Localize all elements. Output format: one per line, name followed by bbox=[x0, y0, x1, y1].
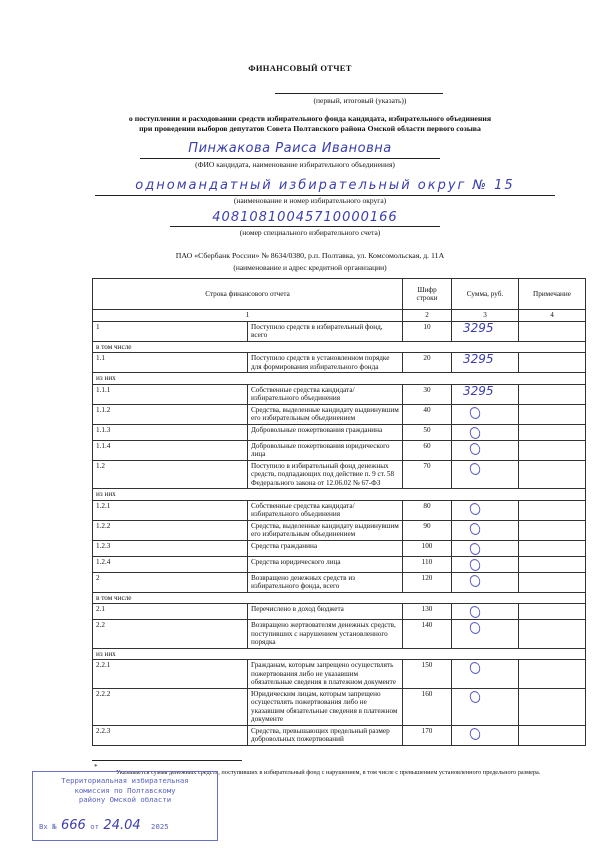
handwritten-sum: 3295 bbox=[463, 352, 494, 366]
footnote-divider bbox=[92, 760, 242, 761]
candidate-line bbox=[140, 158, 440, 159]
row-note bbox=[519, 660, 586, 689]
handwritten-zero bbox=[468, 441, 482, 456]
row-number: 1.2.1 bbox=[93, 500, 248, 520]
row-note bbox=[519, 500, 586, 520]
col-number-3: 3 bbox=[452, 310, 519, 322]
row-number: 1.2.4 bbox=[93, 556, 248, 572]
table-row bbox=[93, 500, 586, 520]
row-sum bbox=[452, 604, 519, 620]
candidate-caption: (ФИО кандидата, наименование избирательного объединения) bbox=[195, 160, 395, 169]
header-row-label: Строка финансового отчета bbox=[93, 279, 403, 310]
row-number: 1 bbox=[93, 321, 248, 341]
table-row bbox=[93, 660, 586, 689]
row-number: 1.1.3 bbox=[93, 424, 248, 440]
handwritten-zero bbox=[468, 605, 482, 620]
stamp-number-label: Вх № bbox=[39, 821, 57, 831]
row-label: Собственные средства кандидата/ избирательного объединения bbox=[248, 500, 403, 520]
row-label: Собственные средства кандидата/ избирательного объединения bbox=[248, 384, 403, 404]
bank-caption: (наименование и адрес кредитной организации) bbox=[233, 263, 387, 272]
handwritten-zero bbox=[468, 425, 482, 440]
row-note bbox=[519, 321, 586, 341]
row-label: Гражданам, которым запрещено осуществлять пожертвования либо не указавшим обязательные сведения в платежном документе bbox=[248, 660, 403, 689]
account-caption: (номер специального избирательного счета) bbox=[239, 228, 381, 237]
row-code: 100 bbox=[403, 540, 452, 556]
stamp-line-1: Территориальная избирательная bbox=[61, 776, 189, 785]
section-label: в том числе bbox=[93, 341, 586, 353]
row-number: 2.1 bbox=[93, 604, 248, 620]
table-row bbox=[93, 460, 586, 489]
header-sum: Сумма, руб. bbox=[452, 279, 519, 310]
row-label: Возвращено жертвователям денежных средств, поступивших с нарушением установленного порядка bbox=[248, 620, 403, 649]
footnote-mark: * bbox=[94, 763, 98, 771]
district-name: одномандатный избирательный округ № 15 bbox=[135, 178, 515, 193]
row-note bbox=[519, 604, 586, 620]
table-row bbox=[93, 424, 586, 440]
table-row bbox=[93, 725, 586, 745]
row-sum bbox=[452, 384, 519, 404]
row-sum bbox=[452, 725, 519, 745]
stamp-year: 2025 bbox=[151, 821, 169, 831]
row-code: 130 bbox=[403, 604, 452, 620]
row-note bbox=[519, 556, 586, 572]
row-sum bbox=[452, 500, 519, 520]
handwritten-zero bbox=[468, 689, 482, 704]
row-sum bbox=[452, 520, 519, 540]
section-label: из них bbox=[93, 489, 586, 501]
row-code: 160 bbox=[403, 688, 452, 725]
column-number-row bbox=[93, 310, 586, 322]
subtitle-line-1: о поступлении и расходовании средств избирательного фонда кандидата, избирательного объединения bbox=[128, 114, 492, 123]
row-code: 20 bbox=[403, 353, 452, 373]
row-sum bbox=[452, 460, 519, 489]
handwritten-zero bbox=[468, 573, 482, 588]
stamp-date: 24.04 bbox=[103, 817, 141, 833]
row-note bbox=[519, 460, 586, 489]
account-number: 40810810045710000166 bbox=[212, 210, 398, 225]
table-row bbox=[93, 404, 586, 424]
row-number: 1.1 bbox=[93, 353, 248, 373]
row-number: 2 bbox=[93, 572, 248, 592]
section-row bbox=[93, 373, 586, 385]
row-code: 110 bbox=[403, 556, 452, 572]
report-type-caption: (первый, итоговый (указать)) bbox=[313, 96, 407, 105]
row-sum bbox=[452, 540, 519, 556]
row-number: 1.2 bbox=[93, 460, 248, 489]
table-row bbox=[93, 572, 586, 592]
row-number: 1.1.2 bbox=[93, 404, 248, 424]
candidate-name: Пинжакова Раиса Ивановна bbox=[188, 141, 392, 156]
row-sum bbox=[452, 620, 519, 649]
registration-stamp bbox=[32, 771, 218, 841]
row-sum bbox=[452, 660, 519, 689]
row-sum bbox=[452, 572, 519, 592]
district-caption: (наименование и номер избирательного округа) bbox=[233, 196, 387, 205]
col-number-4: 4 bbox=[519, 310, 586, 322]
account-line bbox=[170, 226, 440, 227]
row-note bbox=[519, 540, 586, 556]
row-code: 170 bbox=[403, 725, 452, 745]
row-label: Средства юридического лица bbox=[248, 556, 403, 572]
row-label: Средства, превышающих предельный размер добровольных пожертвований bbox=[248, 725, 403, 745]
section-label: из них bbox=[93, 373, 586, 385]
row-note bbox=[519, 404, 586, 424]
row-number: 1.2.2 bbox=[93, 520, 248, 540]
section-label: в том числе bbox=[93, 592, 586, 604]
row-sum bbox=[452, 353, 519, 373]
row-label: Средства, выделенные кандидату выдвинувшим его избирательным объединением bbox=[248, 520, 403, 540]
row-note bbox=[519, 725, 586, 745]
table-row bbox=[93, 604, 586, 620]
row-number: 1.1.1 bbox=[93, 384, 248, 404]
section-row bbox=[93, 648, 586, 660]
row-number: 2.2.1 bbox=[93, 660, 248, 689]
financial-report-table bbox=[92, 278, 586, 746]
row-code: 40 bbox=[403, 404, 452, 424]
header-note: Примечание bbox=[519, 279, 586, 310]
table-row bbox=[93, 440, 586, 460]
row-sum bbox=[452, 688, 519, 725]
row-label: Добровольные пожертвования гражданина bbox=[248, 424, 403, 440]
row-note bbox=[519, 424, 586, 440]
section-row bbox=[93, 489, 586, 501]
report-type-line bbox=[275, 93, 443, 94]
row-note bbox=[519, 620, 586, 649]
handwritten-sum: 3295 bbox=[463, 320, 494, 335]
row-note bbox=[519, 688, 586, 725]
row-sum bbox=[452, 321, 519, 341]
handwritten-zero bbox=[468, 521, 482, 536]
row-code: 150 bbox=[403, 660, 452, 689]
table-row bbox=[93, 353, 586, 373]
row-sum bbox=[452, 424, 519, 440]
row-code: 30 bbox=[403, 384, 452, 404]
table-row bbox=[93, 384, 586, 404]
handwritten-zero bbox=[468, 557, 482, 572]
row-label: Поступило средств в установленном порядке для формирования избирательного фонда bbox=[248, 353, 403, 373]
row-label: Возвращено денежных средств из избирательного фонда, всего bbox=[248, 572, 403, 592]
table-row bbox=[93, 688, 586, 725]
col-number-2: 2 bbox=[403, 310, 452, 322]
row-label: Юридическим лицам, которым запрещено осуществлять пожертвования либо не указавшим обязательные сведения в платежном документе bbox=[248, 688, 403, 725]
stamp-number-line bbox=[33, 817, 217, 833]
row-code: 60 bbox=[403, 440, 452, 460]
stamp-line-2: комиссия по Полтавскому bbox=[74, 785, 176, 795]
col-number-1: 1 bbox=[93, 310, 403, 322]
row-sum bbox=[452, 404, 519, 424]
handwritten-zero bbox=[468, 726, 482, 741]
row-code: 90 bbox=[403, 520, 452, 540]
table-row bbox=[93, 556, 586, 572]
section-label: из них bbox=[93, 648, 586, 660]
row-number: 1.2.3 bbox=[93, 540, 248, 556]
stamp-date-label: от bbox=[90, 821, 100, 831]
table-row bbox=[93, 520, 586, 540]
row-sum bbox=[452, 440, 519, 460]
handwritten-zero bbox=[468, 621, 482, 636]
table-row bbox=[93, 620, 586, 649]
row-label: Средства, выделенные кандидату выдвинувшим его избирательным объединением bbox=[248, 404, 403, 424]
row-number: 1.1.4 bbox=[93, 440, 248, 460]
row-label: Поступило средств в избирательный фонд, всего bbox=[248, 321, 403, 341]
handwritten-zero bbox=[468, 405, 482, 420]
page-title: ФИНАНСОВЫЙ ОТЧЕТ bbox=[248, 63, 352, 73]
row-code: 70 bbox=[403, 460, 452, 489]
row-code: 80 bbox=[403, 500, 452, 520]
row-note bbox=[519, 440, 586, 460]
row-label: Поступило в избирательный фонд денежных средств, подпадающих под действие п. 9 ст. 58 Федерального закона от 12.06.02 № 67-ФЗ bbox=[248, 460, 403, 489]
row-code: 140 bbox=[403, 620, 452, 649]
row-code: 120 bbox=[403, 572, 452, 592]
handwritten-zero bbox=[468, 541, 482, 556]
row-note bbox=[519, 520, 586, 540]
bank-name: ПАО «Сбербанк России» № 8634/0380, р.п. Полтавка, ул. Комсомольская, д. 11А bbox=[175, 251, 445, 260]
row-label: Добровольные пожертвования юридического лица bbox=[248, 440, 403, 460]
header-code: Шифр строки bbox=[403, 279, 452, 310]
stamp-number: 666 bbox=[60, 817, 86, 833]
subtitle-line-2: при проведении выборов депутатов Совета Полтавского района Омской области первого созыва bbox=[139, 124, 481, 133]
footnote-text: Указывается сумма денежных средств, поступивших в избирательный фонд с нарушением, в том числе с превышением установленного предельного размера. bbox=[116, 769, 541, 776]
table-row bbox=[93, 321, 586, 341]
table-header-row bbox=[93, 279, 586, 310]
stamp-line-3: району Омской области bbox=[78, 795, 172, 804]
row-label: Средства гражданина bbox=[248, 540, 403, 556]
row-note bbox=[519, 384, 586, 404]
table-row bbox=[93, 540, 586, 556]
row-code: 50 bbox=[403, 424, 452, 440]
handwritten-zero bbox=[468, 501, 482, 516]
section-row bbox=[93, 341, 586, 353]
row-sum bbox=[452, 556, 519, 572]
section-row bbox=[93, 592, 586, 604]
handwritten-zero bbox=[468, 661, 482, 676]
handwritten-sum: 3295 bbox=[463, 383, 494, 398]
row-note bbox=[519, 572, 586, 592]
row-number: 2.2.3 bbox=[93, 725, 248, 745]
row-number: 2.2 bbox=[93, 620, 248, 649]
handwritten-zero bbox=[468, 461, 482, 476]
row-label: Перечислено в доход бюджета bbox=[248, 604, 403, 620]
row-note bbox=[519, 353, 586, 373]
row-code: 10 bbox=[403, 321, 452, 341]
row-number: 2.2.2 bbox=[93, 688, 248, 725]
